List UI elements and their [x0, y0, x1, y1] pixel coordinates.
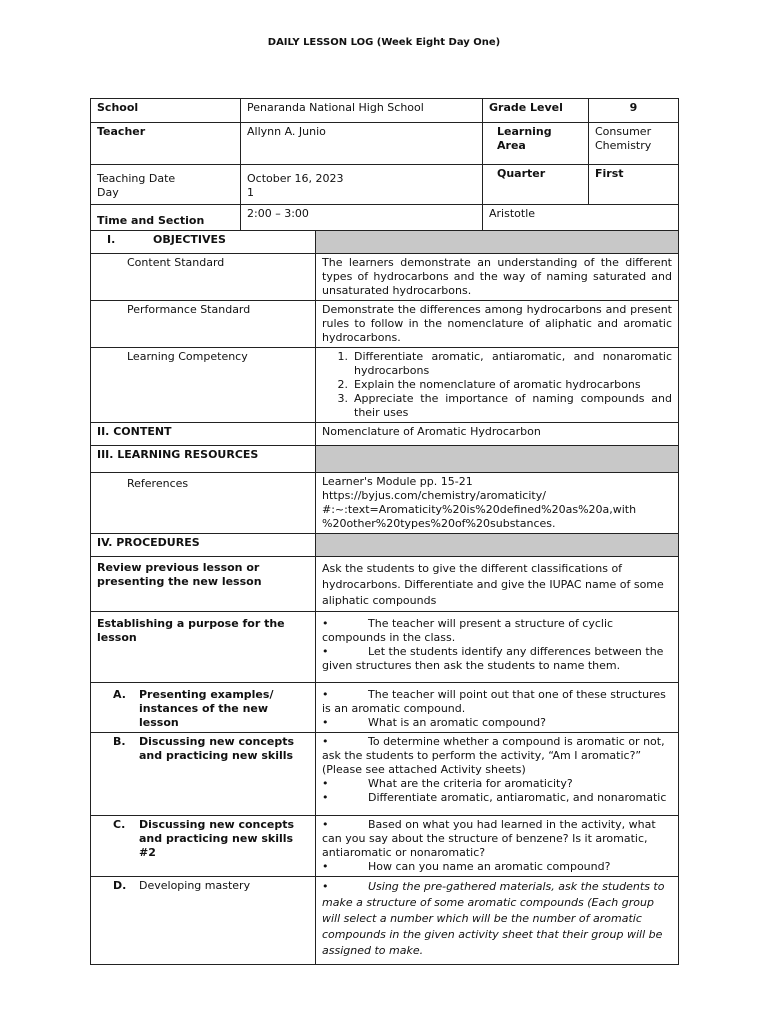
section-a-row	[91, 683, 679, 733]
resources-row	[91, 446, 679, 473]
area-label: Learning Area	[483, 123, 589, 165]
section-a-label: A. Presenting examples/ instances of the new lesson	[91, 683, 316, 733]
review-label: Review previous lesson or presenting the new lesson	[91, 557, 316, 612]
objectives-row	[91, 231, 679, 254]
teacher-label: Teacher	[91, 123, 241, 165]
day-label: Day	[97, 186, 119, 199]
learning-competency-list	[316, 348, 679, 423]
area-value-line2: Chemistry	[595, 139, 652, 152]
section-d-row	[91, 877, 679, 965]
purpose-list: • The teacher will present a structure of cyclic compounds in the class. • Let the students identify any differences between the given structures then ask the students to name them.	[316, 612, 679, 683]
area-value-line1: Consumer	[595, 125, 652, 138]
objectives-num: I.	[107, 233, 116, 246]
performance-standard-value: Demonstrate the differences among hydrocarbons and present rules to follow in the nomenclature of aliphatic and aromatic hydrocarbons.	[316, 301, 679, 348]
section-a-item: What is an aromatic compound?	[368, 716, 546, 729]
document-title: DAILY LESSON LOG (Week Eight Day One)	[267, 37, 501, 48]
section-b-list: • To determine whether a compound is aromatic or not, ask the students to perform the activity, “Am I aromatic?” (Please see attached Activity sheets) • What are the criteria for aromaticity? • Differentiate aromatic, antiaromatic, and nonaromatic	[316, 733, 679, 816]
header-row-school	[91, 99, 679, 123]
purpose-label: Establishing a purpose for the lesson	[91, 612, 316, 683]
learning-competency-row	[91, 348, 679, 423]
quarter-label: Quarter	[483, 165, 589, 205]
section-a-list: • The teacher will point out that one of these structures is an aromatic compound. • What is an aromatic compound?	[316, 683, 679, 733]
objectives-heading	[91, 231, 316, 254]
review-value: Ask the students to give the different classifications of hydrocarbons. Differentiate and give the IUPAC name of some aliphatic compounds	[316, 557, 679, 612]
performance-standard-row	[91, 301, 679, 348]
review-row	[91, 557, 679, 612]
reference-line: https://byjus.com/chemistry/aromaticity/	[322, 489, 546, 502]
grade-label: Grade Level	[483, 99, 589, 123]
reference-line: #:~:text=Aromaticity%20is%20defined%20as%20a,with	[322, 503, 637, 516]
grade-value: 9	[589, 99, 679, 123]
day-value: 1	[247, 186, 254, 199]
references-label: References	[91, 473, 316, 534]
time-value: 2:00 – 3:00	[241, 205, 483, 231]
section-a-item: The teacher will point out that one of these structures is an aromatic compound.	[322, 688, 666, 715]
school-value: Penaranda National High School	[241, 99, 483, 123]
section-b-row	[91, 733, 679, 816]
objectives-shade	[316, 231, 679, 254]
quarter-value: First	[589, 165, 679, 205]
content-value: Nomenclature of Aromatic Hydrocarbon	[316, 423, 679, 446]
section-b-item: Differentiate aromatic, antiaromatic, and nonaromatic	[368, 791, 667, 804]
header-row-teacher	[91, 123, 679, 165]
school-label: School	[91, 99, 241, 123]
resources-label: III. LEARNING RESOURCES	[91, 446, 316, 473]
procedures-row	[91, 534, 679, 557]
section-b-item: To determine whether a compound is aromatic or not, ask the students to perform the activity, “Am I aromatic?” (Please see attached Activity sheets)	[322, 735, 665, 776]
competency-item: 3. Appreciate the importance of naming compounds and their uses	[337, 392, 672, 419]
procedures-label: IV. PROCEDURES	[91, 534, 316, 557]
date-day-label	[91, 165, 241, 205]
header-table	[90, 98, 679, 231]
section-d-item: Using the pre-gathered materials, ask the students to make a structure of some aromatic compounds (Each group will select a number which will be the number of aromatic compounds in the given activity sheet that their group will be assigned to make.	[322, 880, 665, 957]
section-c-item: How can you name an aromatic compound?	[368, 860, 611, 873]
purpose-item: •	[322, 617, 329, 630]
section-value: Aristotle	[483, 205, 679, 231]
section-c-item: Based on what you had learned in the activity, what can you say about the structure of benzene? Is it aromatic, antiaromatic or nonaromatic?	[322, 818, 656, 859]
header-row-date	[91, 165, 679, 205]
reference-line: Learner's Module pp. 15-21	[322, 475, 473, 488]
resources-shade	[316, 446, 679, 473]
content-standard-label: Content Standard	[91, 254, 316, 301]
area-value	[589, 123, 679, 165]
references-row	[91, 473, 679, 534]
section-b-item: What are the criteria for aromaticity?	[368, 777, 573, 790]
teacher-value: Allynn A. Junio	[241, 123, 483, 165]
performance-standard-label: Performance Standard	[91, 301, 316, 348]
section-c-row	[91, 816, 679, 877]
competency-item: 2. Explain the nomenclature of aromatic hydrocarbons	[337, 378, 641, 391]
procedures-shade	[316, 534, 679, 557]
date-label: Teaching Date	[97, 172, 176, 185]
competency-item: 1. Differentiate aromatic, antiaromatic, and nonaromatic hydrocarbons	[337, 350, 672, 377]
content-standard-row	[91, 254, 679, 301]
section-c-list: • Based on what you had learned in the activity, what can you say about the structure of benzene? Is it aromatic, antiaromatic or nonaromatic? • How can you name an aromatic compound?	[316, 816, 679, 877]
section-b-label: B. Discussing new concepts and practicing new skills	[91, 733, 316, 816]
content-row	[91, 423, 679, 446]
header-row-time	[91, 205, 679, 231]
section-d-list: • Using the pre-gathered materials, ask the students to make a structure of some aromatic compounds (Each group will select a number which will be the number of aromatic compounds in the given activity sheet that their group will be assigned to make.	[316, 877, 679, 965]
time-label: Time and Section	[91, 205, 241, 231]
section-c-label: C. Discussing new concepts and practicing new skills #2	[91, 816, 316, 877]
date-value: October 16, 2023	[247, 172, 344, 185]
content-label: II. CONTENT	[91, 423, 316, 446]
purpose-row	[91, 612, 679, 683]
lesson-table	[90, 230, 679, 965]
date-day-value	[241, 165, 483, 205]
references-value	[316, 473, 679, 534]
content-standard-value: The learners demonstrate an understanding of the different types of hydrocarbons and the way of naming saturated and unsaturated hydrocarbons.	[316, 254, 679, 301]
purpose-item: •	[322, 645, 329, 658]
learning-competency-label: Learning Competency	[91, 348, 316, 423]
reference-line: %20other%20types%20of%20substances.	[322, 517, 556, 530]
section-d-label: D. Developing mastery	[91, 877, 316, 965]
objectives-label: OBJECTIVES	[153, 233, 226, 246]
